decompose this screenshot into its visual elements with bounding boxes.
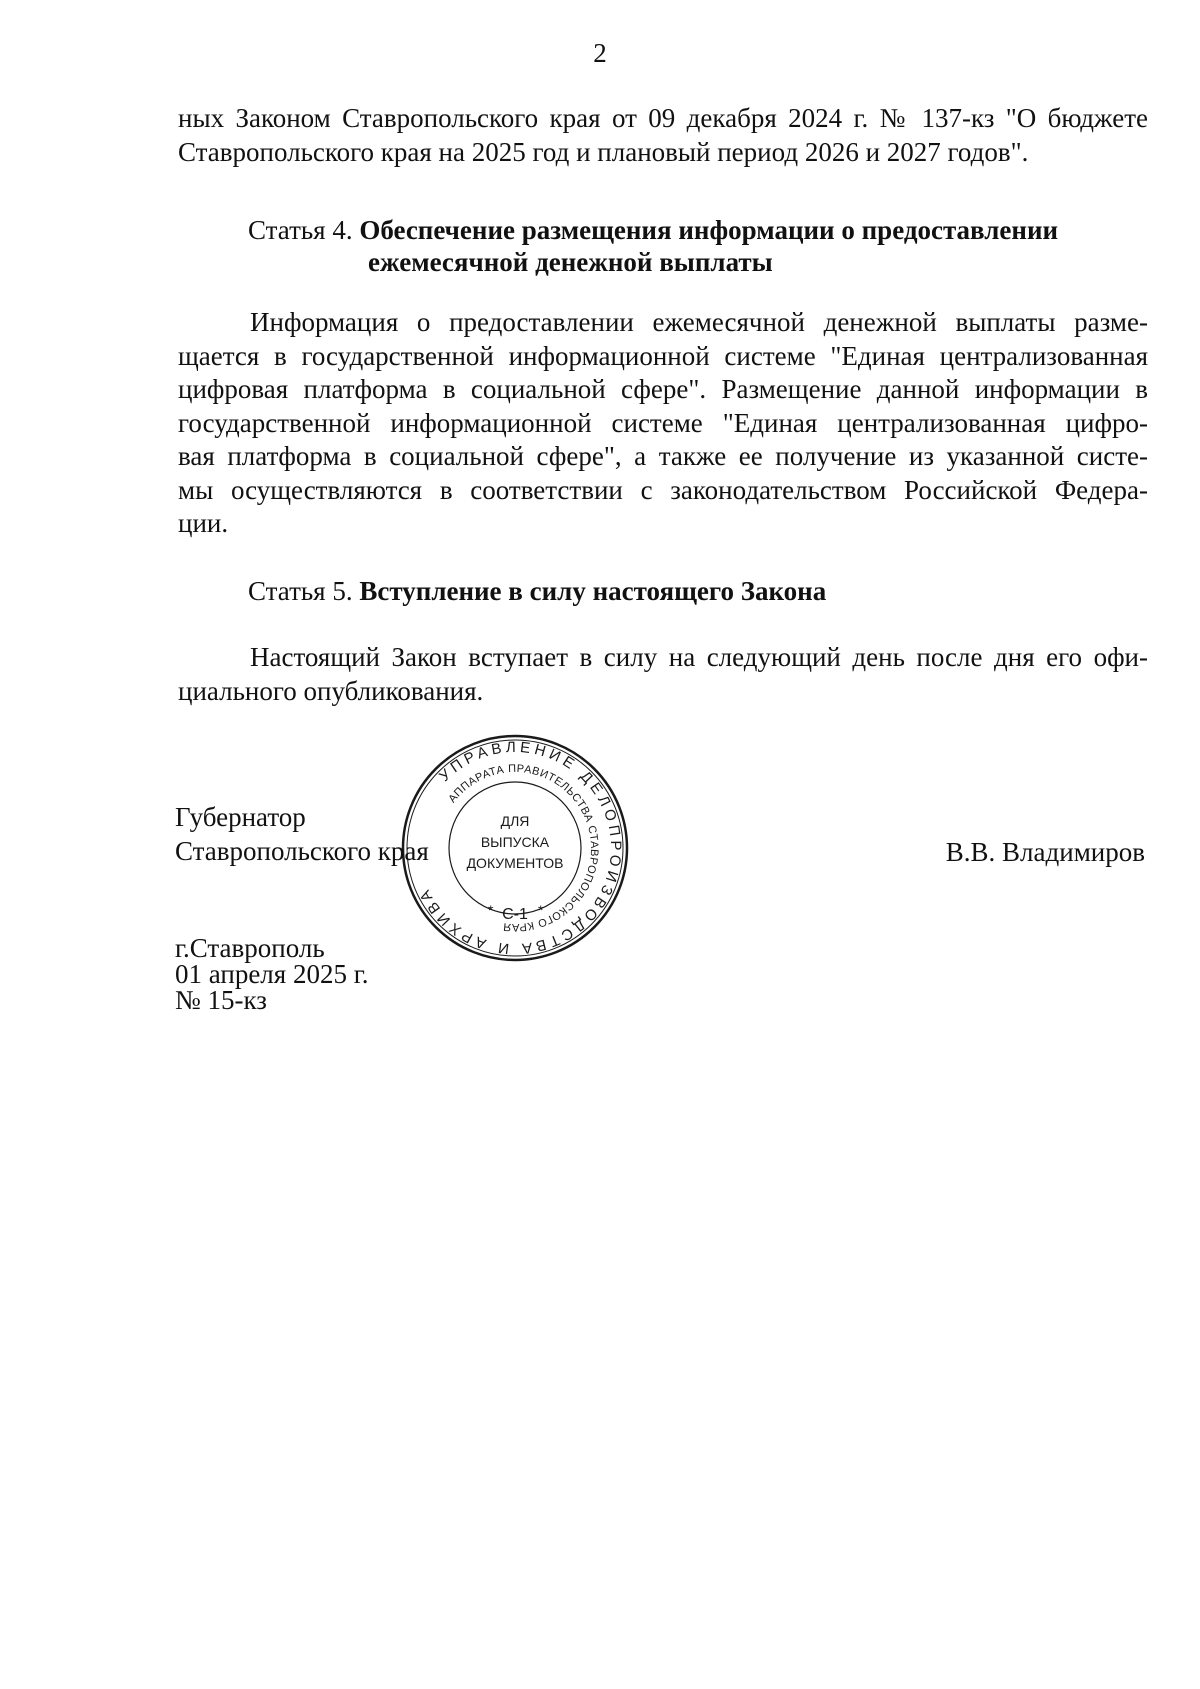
article-4-title: Обеспечение размещения информации о предоставлении — [359, 215, 1059, 245]
article-5-heading — [248, 575, 1148, 607]
stamp-star-left: * — [488, 902, 494, 918]
signature-position-line-1: Губернатор — [175, 802, 306, 832]
stamp-center-line-1: ДЛЯ — [500, 813, 530, 829]
law-date: 01 апреля 2025 г. — [175, 959, 369, 989]
signer-name: В.В. Владимиров — [945, 837, 1145, 867]
place-date-block — [175, 935, 368, 1013]
stamp-outer-text: УПРАВЛЕНИЕ ДЕЛОПРОИЗВОДСТВА И АРХИВА — [414, 738, 625, 958]
stamp-star-right: * — [538, 902, 544, 918]
article-4-line: государственной информационной системе "Единая централизованная цифро- — [178, 407, 1148, 438]
article-4-line: вая платформа в социальной сфере", а также ее получение из указанной систе- — [178, 441, 1148, 471]
article-5-line: циального опубликования. — [178, 675, 484, 706]
article-4-line: цифровая платформа в социальной сфере". Размещение данной информации в — [178, 374, 1148, 404]
stamp-center-line-2: ВЫПУСКА — [480, 834, 550, 850]
article-4-line: ции. — [178, 508, 229, 538]
stamp-code: С-1 — [502, 906, 528, 923]
article-4-prefix: Статья 4. — [248, 215, 353, 245]
official-stamp — [400, 733, 630, 963]
intro-line: Ставропольского края на 2025 год и плановый период 2026 и 2027 годов". — [178, 136, 1029, 167]
signature-position — [175, 800, 429, 868]
article-4-heading — [248, 214, 1148, 278]
article-4-line: Информация о предоставлении ежемесячной денежной выплаты разме- — [250, 307, 1148, 337]
signature-position-line-2: Ставропольского края — [175, 836, 429, 866]
article-5-body — [178, 641, 1148, 708]
city: г.Ставрополь — [175, 933, 325, 963]
article-5-prefix: Статья 5. — [248, 576, 353, 606]
article-4-line: мы осуществляются в соответствии с законодательством Российской Федера- — [178, 474, 1148, 505]
article-4-line: щается в государственной информационной системе "Единая централизованная — [178, 340, 1148, 371]
law-number: № 15-кз — [175, 985, 267, 1015]
article-4-title-continued: ежемесячной денежной выплаты — [368, 247, 773, 277]
intro-paragraph — [178, 102, 1148, 169]
intro-line: ных Законом Ставропольского края от 09 декабря 2024 г. № 137-кз "О бюджете — [178, 103, 1148, 133]
stamp-inner-text: АППАРАТА ПРАВИТЕЛЬСТВА СТАВРОПОЛЬСКОГО КРАЯ — [446, 762, 601, 934]
stamp-center-line-3: ДОКУМЕНТОВ — [466, 855, 564, 871]
article-4-body — [178, 306, 1148, 541]
page-number: 2 — [593, 38, 607, 68]
article-5-title: Вступление в силу настоящего Закона — [359, 576, 827, 606]
article-5-line: Настоящий Закон вступает в силу на следующий день после дня его офи- — [250, 642, 1148, 672]
